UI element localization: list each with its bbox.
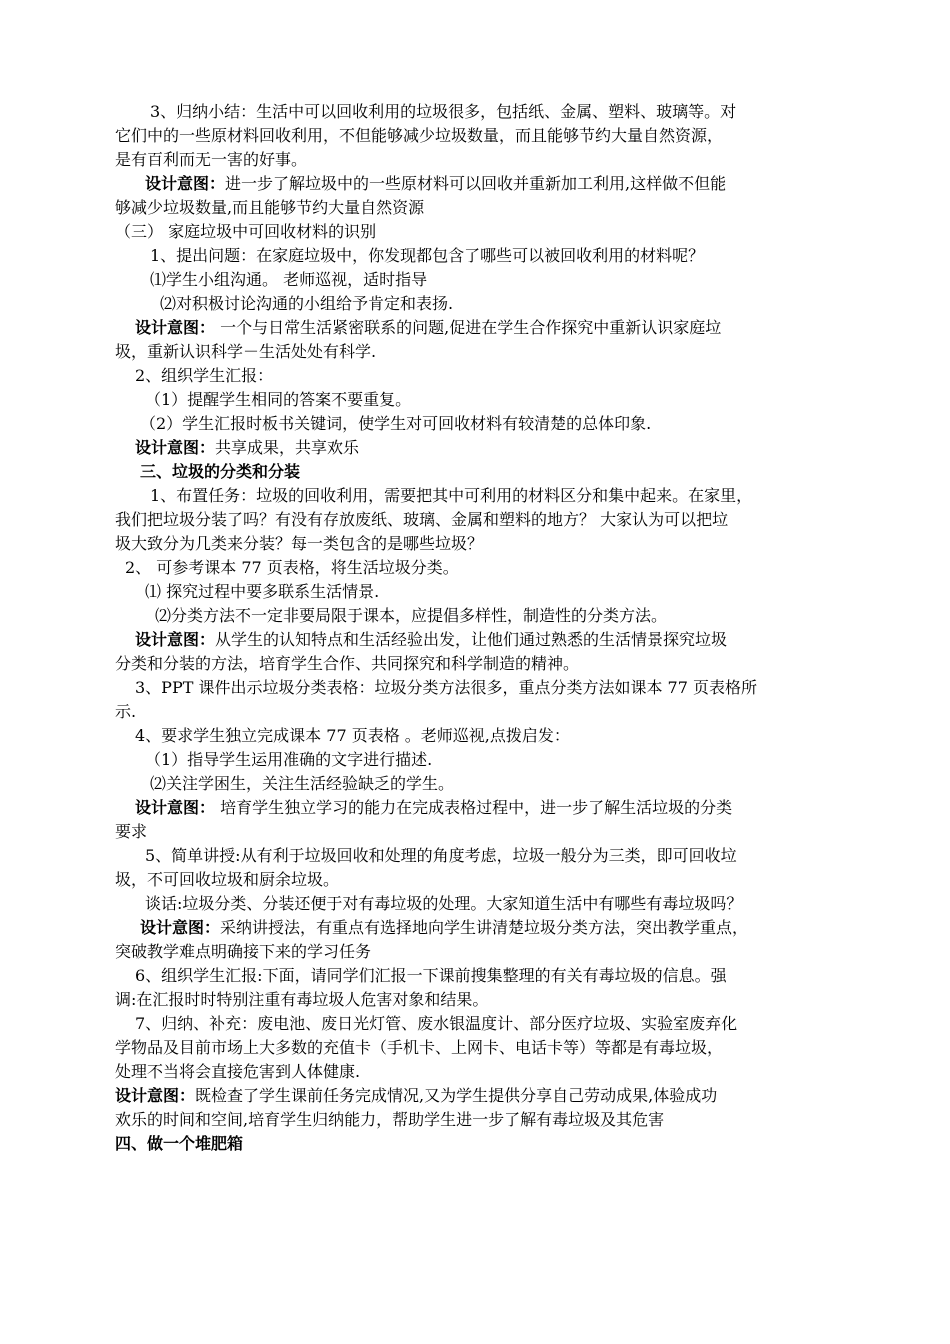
- line-text: 6、组织学生汇报:下面，请同学们汇报一下课前搜集整理的有关有毒垃圾的信息。强: [135, 966, 727, 985]
- text-line: [115, 1060, 860, 1084]
- line-text: 3、PPT 课件出示垃圾分类表格：垃圾分类方法很多，重点分类方法如课本 77 页表格所: [135, 678, 758, 697]
- line-text: 是有百利而无一害的好事。: [115, 150, 308, 169]
- text-line: [115, 1084, 860, 1108]
- text-line: [115, 556, 860, 580]
- bold-label: 设计意图：: [145, 174, 226, 193]
- line-text: 进一步了解垃圾中的一些原材料可以回收并重新加工利用,这样做不但能: [225, 174, 727, 193]
- bold-label: 三、垃圾的分类和分装: [140, 462, 301, 481]
- text-line: [115, 460, 860, 484]
- text-line: [115, 268, 860, 292]
- text-line: [115, 724, 860, 748]
- text-line: [115, 844, 860, 868]
- bold-label: 设计意图：: [135, 318, 216, 337]
- text-line: [115, 604, 860, 628]
- text-line: [115, 340, 860, 364]
- text-line: [115, 316, 860, 340]
- line-text: 圾大致分为几类来分装？每一类包含的是哪些垃圾？: [115, 534, 484, 553]
- line-text: 示.: [115, 702, 137, 721]
- text-line: [115, 580, 860, 604]
- line-text: 够减少垃圾数量,而且能够节约大量自然资源: [115, 198, 425, 217]
- text-line: [115, 964, 860, 988]
- text-line: [115, 412, 860, 436]
- line-text: 培育学生独立学习的能力在完成表格过程中，进一步了解生活垃圾的分类: [215, 798, 733, 817]
- text-line: [115, 652, 860, 676]
- text-line: [115, 868, 860, 892]
- text-line: [115, 748, 860, 772]
- text-line: [115, 1132, 860, 1156]
- line-text: 1、布置任务：垃圾的回收利用，需要把其中可利用的材料区分和集中起来。在家里，: [150, 486, 753, 505]
- text-line: [115, 148, 860, 172]
- line-text: 调:在汇报时时特别注重有毒垃圾人危害对象和结果。: [115, 990, 489, 1009]
- text-line: [115, 292, 860, 316]
- line-text: 我们把垃圾分装了吗？有没有存放废纸、玻璃、金属和塑料的地方？ 大家认为可以把垃: [115, 510, 729, 529]
- line-text: 突破教学难点明确接下来的学习任务: [115, 942, 372, 961]
- text-line: [115, 220, 860, 244]
- text-line: [115, 772, 860, 796]
- text-line: [115, 892, 860, 916]
- text-line: [115, 364, 860, 388]
- line-text: 5、简单讲授:从有利于垃圾回收和处理的角度考虑，垃圾一般分为三类，即可回收垃: [145, 846, 737, 865]
- text-line: [115, 1108, 860, 1132]
- text-line: [115, 124, 860, 148]
- line-text: ⑵关注学困生，关注生活经验缺乏的学生。: [150, 774, 455, 793]
- bold-label: 四、做一个堆肥箱: [115, 1134, 244, 1153]
- line-text: 采纳讲授法，有重点有选择地向学生讲清楚垃圾分类方法，突出教学重点，: [220, 918, 749, 937]
- line-text: 一个与日常生活紧密联系的问题,促进在学生合作探究中重新认识家庭垃: [215, 318, 722, 337]
- text-line: [115, 628, 860, 652]
- bold-label: 设计意图：: [135, 630, 216, 649]
- line-text: （1）提醒学生相同的答案不要重复。: [145, 390, 412, 409]
- line-text: ⑴学生小组沟通。 老师巡视，适时指导: [150, 270, 428, 289]
- text-line: [115, 796, 860, 820]
- line-text: （1）指导学生运用准确的文字进行描述.: [145, 750, 433, 769]
- line-text: 从学生的认知特点和生活经验出发，让他们通过熟悉的生活情景探究垃圾: [215, 630, 728, 649]
- line-text: 3、归纳小结：生活中可以回收利用的垃圾很多，包括纸、金属、塑料、玻璃等。对: [150, 102, 737, 121]
- text-line: [115, 700, 860, 724]
- bold-label: 设计意图：: [140, 918, 221, 937]
- text-line: [115, 916, 860, 940]
- line-text: 分类和分装的方法，培育学生合作、共同探究和科学制造的精神。: [115, 654, 580, 673]
- line-text: （三） 家庭垃圾中可回收材料的识别: [115, 222, 377, 241]
- text-line: [115, 436, 860, 460]
- text-line: [115, 484, 860, 508]
- line-text: ⑵对积极讨论沟通的小组给予肯定和表扬.: [160, 294, 454, 313]
- bold-label: 设计意图：: [135, 798, 216, 817]
- bold-label: 设计意图：: [135, 438, 216, 457]
- line-text: 要求: [115, 822, 148, 841]
- text-line: [115, 388, 860, 412]
- document-page: [115, 100, 860, 1156]
- line-text: （2）学生汇报时板书关键词，使学生对可回收材料有较清楚的总体印象.: [140, 414, 652, 433]
- line-text: 处理不当将会直接危害到人体健康.: [115, 1062, 361, 1081]
- text-line: [115, 820, 860, 844]
- text-line: [115, 196, 860, 220]
- line-text: 圾，不可回收垃圾和厨余垃圾。: [115, 870, 340, 889]
- line-text: 欢乐的时间和空间,培育学生归纳能力，帮助学生进一步了解有毒垃圾及其危害: [115, 1110, 665, 1129]
- line-text: 4、要求学生独立完成课本 77 页表格 。老师巡视,点拨启发：: [135, 726, 570, 745]
- line-text: ⑵分类方法不一定非要局限于课本，应提倡多样性，制造性的分类方法。: [155, 606, 668, 625]
- text-line: [115, 1012, 860, 1036]
- line-text: 2、组织学生汇报：: [135, 366, 274, 385]
- line-text: 共享成果，共享欢乐: [215, 438, 360, 457]
- line-text: 2、 可参考课本 77 页表格，将生活垃圾分类。: [125, 558, 459, 577]
- line-text: 学物品及目前市场上大多数的充值卡（手机卡、上网卡、电话卡等）等都是有毒垃圾，: [115, 1038, 724, 1057]
- line-text: 谈话:垃圾分类、分装还便于对有毒垃圾的处理。大家知道生活中有哪些有毒垃圾吗？: [145, 894, 743, 913]
- text-line: [115, 988, 860, 1012]
- line-text: 它们中的一些原材料回收利用，不但能够减少垃圾数量，而且能够节约大量自然资源，: [115, 126, 724, 145]
- text-line: [115, 100, 860, 124]
- text-line: [115, 244, 860, 268]
- text-line: [115, 508, 860, 532]
- text-line: [115, 532, 860, 556]
- bold-label: 设计意图：: [115, 1086, 196, 1105]
- line-text: 1、提出问题：在家庭垃圾中，你发现都包含了哪些可以被回收利用的材料呢？: [150, 246, 705, 265]
- text-line: [115, 940, 860, 964]
- text-line: [115, 172, 860, 196]
- text-line: [115, 676, 860, 700]
- line-text: 既检查了学生课前任务完成情况,又为学生提供分享自己劳动成果,体验成功: [195, 1086, 718, 1105]
- line-text: 圾，重新认识科学－生活处处有科学.: [115, 342, 377, 361]
- line-text: 7、归纳、补充：废电池、废日光灯管、废水银温度计、部分医疗垃圾、实验室废弃化: [135, 1014, 738, 1033]
- line-text: ⑴ 探究过程中要多联系生活情景.: [145, 582, 380, 601]
- text-line: [115, 1036, 860, 1060]
